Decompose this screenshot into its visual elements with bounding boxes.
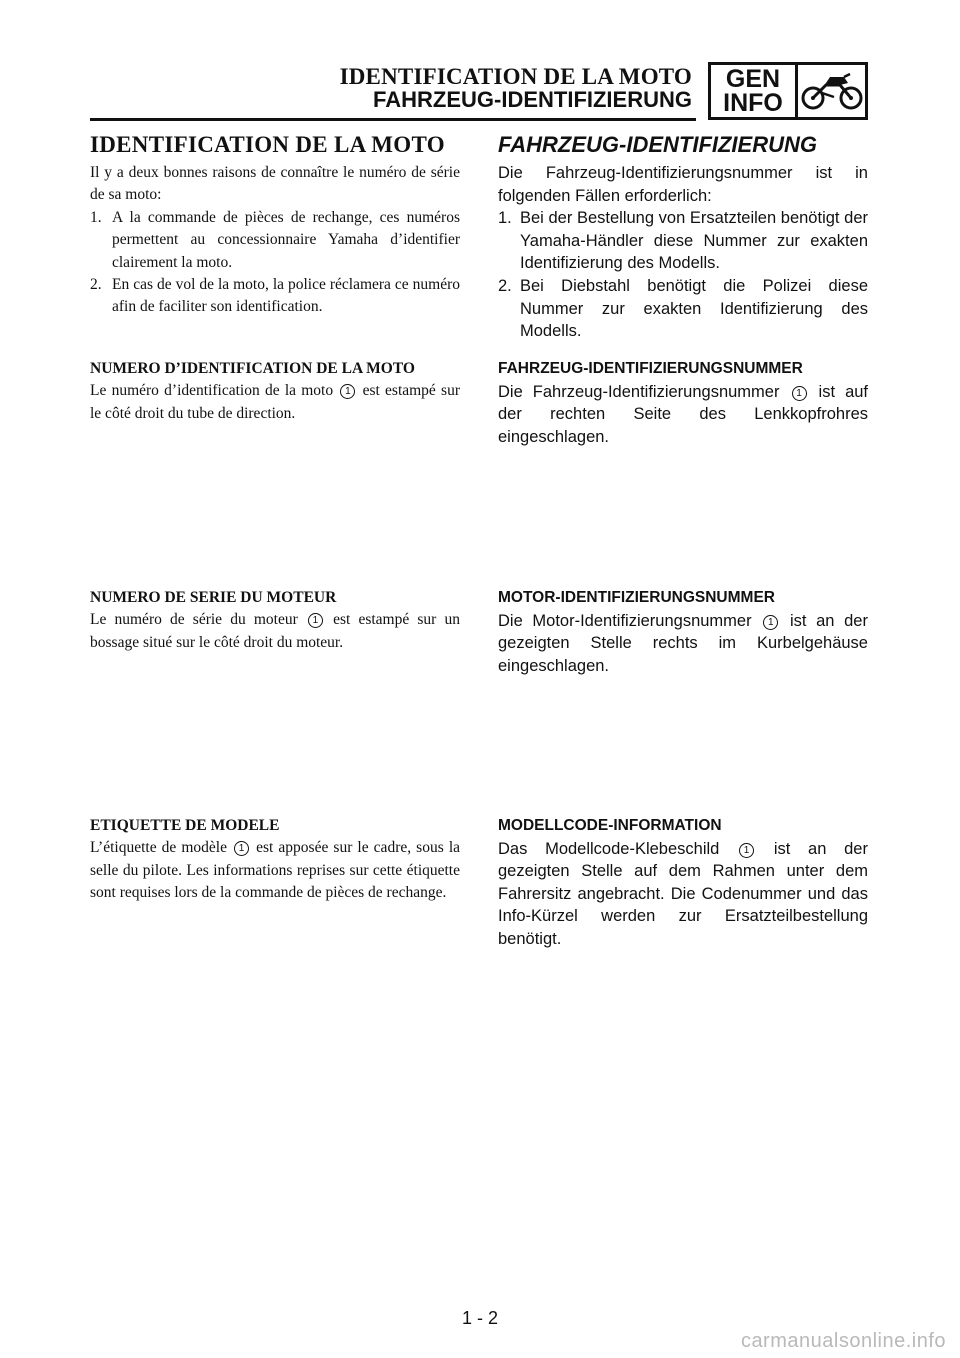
badge-line-info: INFO	[723, 89, 783, 117]
header-title-fr: IDENTIFICATION DE LA MOTO	[339, 64, 692, 89]
watermark: carmanualsonline.info	[740, 1330, 946, 1352]
vin-section-fr	[90, 358, 460, 425]
list-number: 1.	[498, 209, 512, 228]
engine-text-fr	[90, 609, 460, 654]
vin-text-after: est estampé sur le côté droit du tube de direction.	[90, 382, 460, 422]
list-text: Bei der Bestellung von Ersatzteilen benötigt der Yamaha-Händler diese Nummer zur exakten Identifizierung des Modells.	[520, 209, 868, 273]
engine-text-before: Die Motor-Identifizierungsnummer	[498, 611, 752, 630]
column-german	[498, 128, 869, 948]
section-title-fr: IDENTIFICATION DE LA MOTO	[90, 132, 445, 157]
label-text-before: Das Modellcode-Klebeschild	[498, 839, 720, 858]
callout-marker: 1	[234, 841, 249, 856]
label-section-de	[498, 815, 868, 951]
list-text: A la commande de pièces de rechange, ces numéros permettent au concessionnaire Yamaha d’identifier clairement la moto.	[112, 208, 460, 271]
gen-info-badge	[708, 62, 868, 120]
list-item	[498, 207, 868, 275]
engine-section-de	[498, 587, 868, 677]
callout-marker: 1	[763, 615, 778, 630]
label-text-before: L’étiquette de modèle	[90, 839, 227, 857]
section-title-de: FAHRZEUG-IDENTIFIZIERUNG	[498, 132, 817, 157]
callout-marker: 1	[308, 613, 323, 628]
list-item	[498, 275, 868, 343]
callout-marker: 1	[340, 384, 355, 399]
vin-heading-de: FAHRZEUG-IDENTIFIZIERUNGSNUMMER	[498, 360, 803, 377]
label-text-after: est apposée sur le cadre, sous la selle du pilote. Les informations reprises sur cette étiquette sont requises lors de la commande de pièces de rechange.	[90, 839, 461, 902]
list-number: 2.	[498, 276, 512, 295]
engine-text-after: ist an der gezeigten Stelle rechts im Kurbelgehäuse eingeschlagen.	[498, 611, 868, 675]
label-section-fr	[90, 815, 460, 905]
badge-line-gen: GEN	[725, 65, 781, 93]
callout-marker: 1	[792, 386, 807, 401]
engine-section-fr	[90, 587, 460, 654]
engine-text-de	[498, 610, 868, 678]
intro-de: Die Fahrzeug-Identifizierungsnummer ist in folgenden Fällen erforderlich:	[498, 164, 868, 205]
vin-text-before: Die Fahrzeug-Identifizierungsnummer	[498, 382, 780, 401]
vin-text-fr	[90, 380, 460, 425]
engine-heading-de: MOTOR-IDENTIFIZIERUNGSNUMMER	[498, 589, 775, 606]
label-text-after: ist an der gezeigten Stelle auf dem Rahmen unter dem Fahrersitz angebracht. Die Codenummer und das Info-Kürzel werden zur Ersatzteilbestellung benötigt.	[498, 839, 868, 948]
vin-text-de	[498, 381, 868, 449]
list-number: 2.	[90, 276, 102, 294]
label-heading-de: MODELLCODE-INFORMATION	[498, 817, 722, 834]
list-item	[90, 207, 460, 274]
label-text-fr	[90, 837, 460, 904]
engine-text-before: Le numéro de série du moteur	[90, 611, 298, 629]
list-text: En cas de vol de la moto, la police réclamera ce numéro afin de faciliter son identification.	[112, 276, 460, 316]
column-french	[90, 128, 461, 902]
list-number: 1.	[90, 208, 102, 226]
vin-section-de	[498, 358, 868, 448]
badge-label	[711, 65, 798, 117]
header-rule	[90, 118, 696, 121]
label-text-de	[498, 838, 868, 951]
motorcycle-icon	[798, 65, 865, 117]
vin-heading-fr: NUMERO D’IDENTIFICATION DE LA MOTO	[90, 360, 415, 377]
page-number: 1 - 2	[461, 1308, 499, 1328]
intro-fr: Il y a deux bonnes raisons de connaître le numéro de série de sa moto:	[90, 164, 460, 204]
vin-text-before: Le numéro d’identification de la moto	[90, 382, 334, 400]
vin-text-after: ist auf der rechten Seite des Lenkkopfrohres eingeschlagen.	[498, 382, 869, 446]
list-item	[90, 274, 460, 319]
callout-marker: 1	[739, 843, 754, 858]
engine-heading-fr: NUMERO DE SERIE DU MOTEUR	[90, 589, 337, 606]
list-text: Bei Diebstahl benötigt die Polizei diese Nummer zur exakten Identifizierung des Modells.	[520, 276, 868, 341]
label-heading-fr: ETIQUETTE DE MODELE	[90, 817, 280, 834]
engine-text-after: est estampé sur un bossage situé sur le côté droit du moteur.	[90, 611, 460, 651]
header-title-de: FAHRZEUG-IDENTIFIZIERUNG	[373, 87, 692, 112]
